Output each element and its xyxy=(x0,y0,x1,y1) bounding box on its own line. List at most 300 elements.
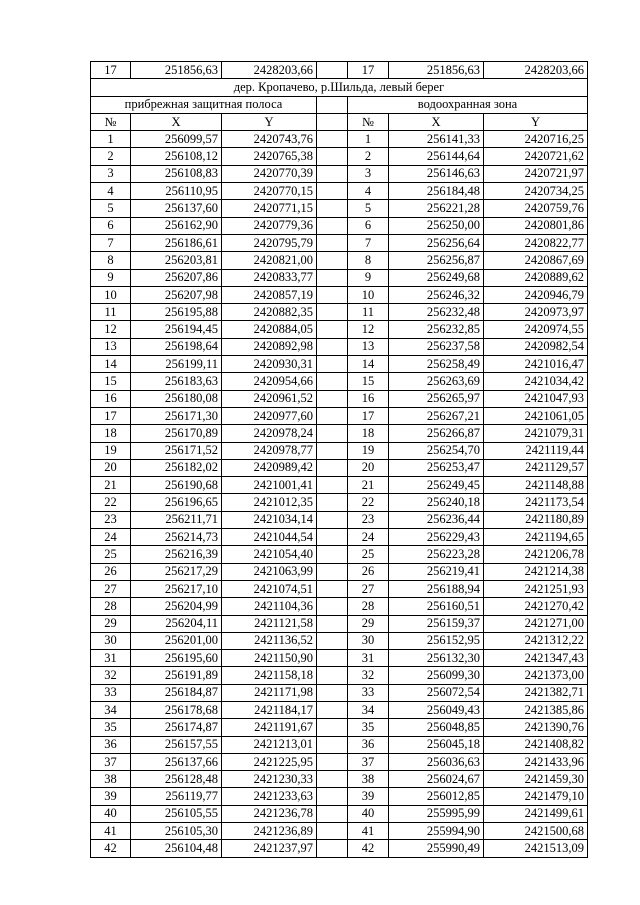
right-point-number: 2 xyxy=(348,148,389,165)
left-point-number: 20 xyxy=(91,459,131,476)
left-y-value: 2420882,35 xyxy=(222,304,317,321)
column-gap xyxy=(317,286,348,303)
right-x-value: 256159,37 xyxy=(389,615,484,632)
table-row xyxy=(91,650,588,667)
left-y-value: 2421121,58 xyxy=(222,615,317,632)
left-x-value: 256214,73 xyxy=(131,529,222,546)
right-point-number: 23 xyxy=(348,511,389,528)
right-point-number: 9 xyxy=(348,269,389,286)
left-point-number: 22 xyxy=(91,494,131,511)
right-x-value: 256258,49 xyxy=(389,356,484,373)
left-point-number: 10 xyxy=(91,286,131,303)
right-y-value: 2421390,76 xyxy=(484,719,588,736)
column-gap xyxy=(317,338,348,355)
right-x-value: 256236,44 xyxy=(389,511,484,528)
left-x-value: 256157,55 xyxy=(131,736,222,753)
left-y-value: 2421213,01 xyxy=(222,736,317,753)
right-x-value: 256024,67 xyxy=(389,771,484,788)
right-x-value: 256188,94 xyxy=(389,580,484,597)
right-y-value: 2421382,71 xyxy=(484,684,588,701)
column-gap xyxy=(317,753,348,770)
right-x-value: 256240,18 xyxy=(389,494,484,511)
left-point-number: 33 xyxy=(91,684,131,701)
right-header-y: Y xyxy=(484,113,588,130)
column-gap xyxy=(317,580,348,597)
column-gap xyxy=(317,217,348,234)
left-y-value: 2421233,63 xyxy=(222,788,317,805)
left-y-value: 2420930,31 xyxy=(222,356,317,373)
table-row xyxy=(91,736,588,753)
right-x-value: 256250,00 xyxy=(389,217,484,234)
table-row xyxy=(91,823,588,840)
left-y-value: 2420977,60 xyxy=(222,407,317,424)
table-row xyxy=(91,546,588,563)
left-point-number: 28 xyxy=(91,598,131,615)
left-point-number: 16 xyxy=(91,390,131,407)
right-point-number: 42 xyxy=(348,840,389,857)
left-x-value: 256195,60 xyxy=(131,650,222,667)
left-x-value: 256198,64 xyxy=(131,338,222,355)
right-x-value: 256012,85 xyxy=(389,788,484,805)
table-row xyxy=(91,529,588,546)
subsection-titles-row xyxy=(91,96,588,113)
right-point-number: 14 xyxy=(348,356,389,373)
left-y-value: 2420892,98 xyxy=(222,338,317,355)
table-row xyxy=(91,390,588,407)
left-y-value: 2421104,36 xyxy=(222,598,317,615)
right-x-value: 256072,54 xyxy=(389,684,484,701)
table-row xyxy=(91,701,588,718)
table-row xyxy=(91,771,588,788)
column-gap xyxy=(317,736,348,753)
left-y-value: 2420771,15 xyxy=(222,200,317,217)
right-x-value: 256045,18 xyxy=(389,736,484,753)
table-row xyxy=(91,667,588,684)
left-y-value: 2420833,77 xyxy=(222,269,317,286)
left-x-value: 256110,95 xyxy=(131,183,222,200)
prev-left-number: 17 xyxy=(91,62,131,79)
right-y-value: 2421513,09 xyxy=(484,840,588,857)
right-y-value: 2421194,65 xyxy=(484,529,588,546)
left-y-value: 2420989,42 xyxy=(222,459,317,476)
left-y-value: 2421230,33 xyxy=(222,771,317,788)
right-y-value: 2420734,25 xyxy=(484,183,588,200)
right-y-value: 2420946,79 xyxy=(484,286,588,303)
right-x-value: 256267,21 xyxy=(389,407,484,424)
left-point-number: 40 xyxy=(91,805,131,822)
right-y-value: 2421459,30 xyxy=(484,771,588,788)
column-gap xyxy=(317,373,348,390)
left-y-value: 2420770,15 xyxy=(222,183,317,200)
left-x-value: 256216,39 xyxy=(131,546,222,563)
right-point-number: 27 xyxy=(348,580,389,597)
table-row xyxy=(91,632,588,649)
right-point-number: 1 xyxy=(348,131,389,148)
left-point-number: 12 xyxy=(91,321,131,338)
right-y-value: 2421180,89 xyxy=(484,511,588,528)
left-x-value: 256199,11 xyxy=(131,356,222,373)
left-y-value: 2420795,79 xyxy=(222,234,317,251)
right-y-value: 2421173,54 xyxy=(484,494,588,511)
column-gap xyxy=(317,304,348,321)
left-point-number: 31 xyxy=(91,650,131,667)
right-point-number: 39 xyxy=(348,788,389,805)
right-point-number: 29 xyxy=(348,615,389,632)
left-x-value: 256196,65 xyxy=(131,494,222,511)
column-gap xyxy=(317,390,348,407)
column-gap xyxy=(317,148,348,165)
column-gap xyxy=(317,183,348,200)
left-point-number: 23 xyxy=(91,511,131,528)
column-gap xyxy=(317,494,348,511)
right-y-value: 2420974,55 xyxy=(484,321,588,338)
column-gap xyxy=(317,840,348,857)
column-gap xyxy=(317,407,348,424)
left-x-value: 256104,48 xyxy=(131,840,222,857)
right-x-value: 256246,32 xyxy=(389,286,484,303)
right-subsection-title: водоохранная зона xyxy=(348,96,588,113)
column-gap xyxy=(317,459,348,476)
right-x-value: 256232,85 xyxy=(389,321,484,338)
column-gap xyxy=(317,321,348,338)
header-row xyxy=(91,113,588,130)
left-y-value: 2421074,51 xyxy=(222,580,317,597)
left-point-number: 2 xyxy=(91,148,131,165)
right-point-number: 12 xyxy=(348,321,389,338)
right-x-value: 256099,30 xyxy=(389,667,484,684)
right-y-value: 2421206,78 xyxy=(484,546,588,563)
left-y-value: 2420978,24 xyxy=(222,425,317,442)
column-gap xyxy=(317,96,348,113)
table-row xyxy=(91,788,588,805)
right-x-value: 256219,41 xyxy=(389,563,484,580)
right-point-number: 31 xyxy=(348,650,389,667)
left-point-number: 5 xyxy=(91,200,131,217)
right-y-value: 2420801,86 xyxy=(484,217,588,234)
left-y-value: 2421184,17 xyxy=(222,701,317,718)
prev-right-x: 251856,63 xyxy=(389,62,484,79)
left-header-y: Y xyxy=(222,113,317,130)
right-x-value: 256141,33 xyxy=(389,131,484,148)
left-point-number: 19 xyxy=(91,442,131,459)
right-point-number: 41 xyxy=(348,823,389,840)
table-row xyxy=(91,580,588,597)
left-point-number: 35 xyxy=(91,719,131,736)
left-x-value: 256190,68 xyxy=(131,477,222,494)
right-x-value: 256249,45 xyxy=(389,477,484,494)
right-point-number: 36 xyxy=(348,736,389,753)
column-gap xyxy=(317,650,348,667)
right-point-number: 28 xyxy=(348,598,389,615)
left-y-value: 2420961,52 xyxy=(222,390,317,407)
left-x-value: 256108,83 xyxy=(131,165,222,182)
right-x-value: 256254,70 xyxy=(389,442,484,459)
left-y-value: 2420857,19 xyxy=(222,286,317,303)
right-y-value: 2421034,42 xyxy=(484,373,588,390)
column-gap xyxy=(317,477,348,494)
left-x-value: 256183,63 xyxy=(131,373,222,390)
right-point-number: 35 xyxy=(348,719,389,736)
left-y-value: 2421054,40 xyxy=(222,546,317,563)
right-point-number: 6 xyxy=(348,217,389,234)
right-y-value: 2421271,00 xyxy=(484,615,588,632)
left-point-number: 42 xyxy=(91,840,131,857)
right-point-number: 10 xyxy=(348,286,389,303)
right-x-value: 256223,28 xyxy=(389,546,484,563)
table-row xyxy=(91,459,588,476)
column-gap xyxy=(317,529,348,546)
right-y-value: 2421214,38 xyxy=(484,563,588,580)
left-x-value: 256191,89 xyxy=(131,667,222,684)
right-point-number: 40 xyxy=(348,805,389,822)
left-y-value: 2421191,67 xyxy=(222,719,317,736)
left-point-number: 32 xyxy=(91,667,131,684)
left-y-value: 2420821,00 xyxy=(222,252,317,269)
left-x-value: 256128,48 xyxy=(131,771,222,788)
left-point-number: 8 xyxy=(91,252,131,269)
left-y-value: 2421001,41 xyxy=(222,477,317,494)
left-y-value: 2421136,52 xyxy=(222,632,317,649)
left-y-value: 2420743,76 xyxy=(222,131,317,148)
left-x-value: 256204,99 xyxy=(131,598,222,615)
right-y-value: 2421270,42 xyxy=(484,598,588,615)
left-point-number: 29 xyxy=(91,615,131,632)
right-point-number: 18 xyxy=(348,425,389,442)
table-row xyxy=(91,148,588,165)
column-gap xyxy=(317,598,348,615)
column-gap xyxy=(317,425,348,442)
right-x-value: 256253,47 xyxy=(389,459,484,476)
right-point-number: 7 xyxy=(348,234,389,251)
left-x-value: 256186,61 xyxy=(131,234,222,251)
left-x-value: 256201,00 xyxy=(131,632,222,649)
right-x-value: 256232,48 xyxy=(389,304,484,321)
table-row xyxy=(91,131,588,148)
left-y-value: 2421236,89 xyxy=(222,823,317,840)
right-x-value: 256049,43 xyxy=(389,701,484,718)
left-point-number: 6 xyxy=(91,217,131,234)
right-y-value: 2421499,61 xyxy=(484,805,588,822)
left-y-value: 2421225,95 xyxy=(222,753,317,770)
left-x-value: 256137,60 xyxy=(131,200,222,217)
left-point-number: 18 xyxy=(91,425,131,442)
column-gap xyxy=(317,200,348,217)
left-point-number: 11 xyxy=(91,304,131,321)
right-x-value: 256249,68 xyxy=(389,269,484,286)
left-x-value: 256204,11 xyxy=(131,615,222,632)
right-point-number: 19 xyxy=(348,442,389,459)
table-row xyxy=(91,563,588,580)
right-x-value: 255990,49 xyxy=(389,840,484,857)
left-y-value: 2420779,36 xyxy=(222,217,317,234)
table-row xyxy=(91,200,588,217)
right-x-value: 256263,69 xyxy=(389,373,484,390)
previous-row xyxy=(91,62,588,79)
column-gap xyxy=(317,113,348,130)
left-point-number: 3 xyxy=(91,165,131,182)
left-y-value: 2420978,77 xyxy=(222,442,317,459)
left-x-value: 256217,10 xyxy=(131,580,222,597)
left-x-value: 256174,87 xyxy=(131,719,222,736)
left-point-number: 38 xyxy=(91,771,131,788)
table-row xyxy=(91,183,588,200)
left-point-number: 27 xyxy=(91,580,131,597)
right-point-number: 22 xyxy=(348,494,389,511)
right-y-value: 2421119,44 xyxy=(484,442,588,459)
table-row xyxy=(91,373,588,390)
left-point-number: 1 xyxy=(91,131,131,148)
column-gap xyxy=(317,563,348,580)
column-gap xyxy=(317,269,348,286)
left-y-value: 2421012,35 xyxy=(222,494,317,511)
left-point-number: 39 xyxy=(91,788,131,805)
right-point-number: 16 xyxy=(348,390,389,407)
right-point-number: 21 xyxy=(348,477,389,494)
left-point-number: 7 xyxy=(91,234,131,251)
right-point-number: 4 xyxy=(348,183,389,200)
left-point-number: 4 xyxy=(91,183,131,200)
left-y-value: 2421237,97 xyxy=(222,840,317,857)
left-y-value: 2421171,98 xyxy=(222,684,317,701)
left-point-number: 34 xyxy=(91,701,131,718)
right-point-number: 15 xyxy=(348,373,389,390)
right-x-value: 256036,63 xyxy=(389,753,484,770)
coordinates-table xyxy=(90,61,588,858)
left-point-number: 13 xyxy=(91,338,131,355)
right-y-value: 2421500,68 xyxy=(484,823,588,840)
section-title-row xyxy=(91,79,588,96)
left-x-value: 256207,86 xyxy=(131,269,222,286)
left-point-number: 15 xyxy=(91,373,131,390)
right-x-value: 256048,85 xyxy=(389,719,484,736)
right-y-value: 2421129,57 xyxy=(484,459,588,476)
left-header-number: № xyxy=(91,113,131,130)
table-row xyxy=(91,805,588,822)
section-title: дер. Кропачево, р.Шильда, левый берег xyxy=(91,79,588,96)
table-row xyxy=(91,425,588,442)
left-y-value: 2420765,38 xyxy=(222,148,317,165)
prev-left-y: 2428203,66 xyxy=(222,62,317,79)
right-y-value: 2420889,62 xyxy=(484,269,588,286)
right-y-value: 2420973,97 xyxy=(484,304,588,321)
prev-right-y: 2428203,66 xyxy=(484,62,588,79)
table-row xyxy=(91,286,588,303)
left-x-value: 256178,68 xyxy=(131,701,222,718)
right-y-value: 2421251,93 xyxy=(484,580,588,597)
column-gap xyxy=(317,62,348,79)
left-y-value: 2421044,54 xyxy=(222,529,317,546)
right-x-value: 256265,97 xyxy=(389,390,484,407)
right-y-value: 2420716,25 xyxy=(484,131,588,148)
left-point-number: 36 xyxy=(91,736,131,753)
table-row xyxy=(91,615,588,632)
table-row xyxy=(91,477,588,494)
column-gap xyxy=(317,684,348,701)
right-point-number: 24 xyxy=(348,529,389,546)
column-gap xyxy=(317,546,348,563)
left-x-value: 256137,66 xyxy=(131,753,222,770)
table-row xyxy=(91,356,588,373)
column-gap xyxy=(317,771,348,788)
right-y-value: 2421347,43 xyxy=(484,650,588,667)
left-x-value: 256217,29 xyxy=(131,563,222,580)
right-point-number: 3 xyxy=(348,165,389,182)
right-y-value: 2421047,93 xyxy=(484,390,588,407)
left-x-value: 256207,98 xyxy=(131,286,222,303)
right-y-value: 2421385,86 xyxy=(484,701,588,718)
right-y-value: 2421061,05 xyxy=(484,407,588,424)
column-gap xyxy=(317,252,348,269)
right-y-value: 2421433,96 xyxy=(484,753,588,770)
right-point-number: 26 xyxy=(348,563,389,580)
left-y-value: 2421158,18 xyxy=(222,667,317,684)
column-gap xyxy=(317,788,348,805)
left-x-value: 256099,57 xyxy=(131,131,222,148)
right-x-value: 256229,43 xyxy=(389,529,484,546)
left-y-value: 2421150,90 xyxy=(222,650,317,667)
right-point-number: 33 xyxy=(348,684,389,701)
right-point-number: 25 xyxy=(348,546,389,563)
right-x-value: 256237,58 xyxy=(389,338,484,355)
left-point-number: 41 xyxy=(91,823,131,840)
right-x-value: 256152,95 xyxy=(389,632,484,649)
right-y-value: 2420982,54 xyxy=(484,338,588,355)
left-x-value: 256195,88 xyxy=(131,304,222,321)
left-x-value: 256162,90 xyxy=(131,217,222,234)
right-x-value: 256132,30 xyxy=(389,650,484,667)
left-x-value: 256170,89 xyxy=(131,425,222,442)
left-x-value: 256171,52 xyxy=(131,442,222,459)
right-x-value: 256256,87 xyxy=(389,252,484,269)
right-y-value: 2421408,82 xyxy=(484,736,588,753)
right-y-value: 2420721,97 xyxy=(484,165,588,182)
left-y-value: 2420770,39 xyxy=(222,165,317,182)
right-point-number: 38 xyxy=(348,771,389,788)
column-gap xyxy=(317,234,348,251)
table-body xyxy=(91,62,588,858)
right-point-number: 37 xyxy=(348,753,389,770)
table-row xyxy=(91,684,588,701)
table-row xyxy=(91,719,588,736)
right-y-value: 2421148,88 xyxy=(484,477,588,494)
left-point-number: 17 xyxy=(91,407,131,424)
right-y-value: 2421479,10 xyxy=(484,788,588,805)
right-x-value: 255995,99 xyxy=(389,805,484,822)
table-row xyxy=(91,338,588,355)
table-row xyxy=(91,407,588,424)
left-x-value: 256184,87 xyxy=(131,684,222,701)
left-x-value: 256180,08 xyxy=(131,390,222,407)
column-gap xyxy=(317,356,348,373)
table-row xyxy=(91,252,588,269)
column-gap xyxy=(317,701,348,718)
right-point-number: 34 xyxy=(348,701,389,718)
right-point-number: 8 xyxy=(348,252,389,269)
table-row xyxy=(91,442,588,459)
column-gap xyxy=(317,165,348,182)
right-y-value: 2420759,76 xyxy=(484,200,588,217)
table-row xyxy=(91,598,588,615)
left-x-value: 256211,71 xyxy=(131,511,222,528)
column-gap xyxy=(317,667,348,684)
right-y-value: 2421079,31 xyxy=(484,425,588,442)
left-x-value: 256108,12 xyxy=(131,148,222,165)
right-x-value: 256266,87 xyxy=(389,425,484,442)
left-x-value: 256182,02 xyxy=(131,459,222,476)
right-y-value: 2420867,69 xyxy=(484,252,588,269)
table-row xyxy=(91,840,588,857)
right-y-value: 2420721,62 xyxy=(484,148,588,165)
